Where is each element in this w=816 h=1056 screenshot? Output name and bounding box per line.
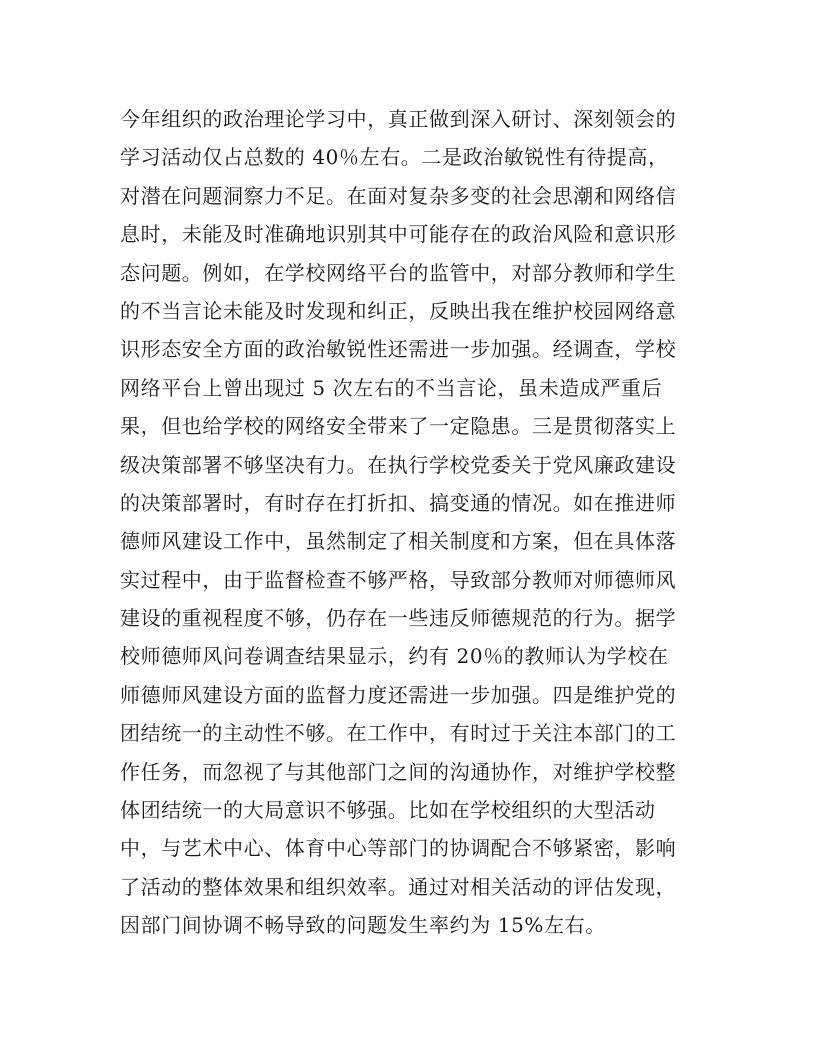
text-line-13: 实过程中，由于监督检查不够严格，导致部分教师对师德师风 — [120, 567, 677, 592]
text-line-15: 校师德师风问卷调查结果显示，约有 20％的教师认为学校在 — [120, 644, 669, 669]
text-line-4: 息时，未能及时准确地识别其中可能存在的政治风险和意识形 — [120, 222, 677, 247]
text-line-14: 建设的重视程度不够，仍存在一些违反师德规范的行为。据学 — [120, 606, 677, 631]
text-line-8: 网络平台上曾出现过 5 次左右的不当言论，虽未造成严重后 — [120, 375, 663, 400]
body-text — [120, 100, 700, 945]
text-line-16: 师德师风建设方面的监督力度还需进一步加强。四是维护党的 — [120, 682, 677, 707]
text-line-6: 的不当言论未能及时发现和纠正，反映出我在维护校园网络意 — [120, 298, 677, 323]
text-line-2: 学习活动仅占总数的 40％左右。二是政治敏锐性有待提高， — [120, 145, 669, 170]
text-line-9: 果，但也给学校的网络安全带来了一定隐患。三是贯彻落实上 — [120, 414, 677, 439]
text-line-19: 体团结统一的大局意识不够强。比如在学校组织的大型活动 — [120, 798, 656, 823]
text-line-21: 了活动的整体效果和组织效率。通过对相关活动的评估发现， — [120, 874, 677, 899]
text-line-10: 级决策部署不够坚决有力。在执行学校党委关于党风廉政建设 — [120, 452, 677, 477]
text-line-5: 态问题。例如，在学校网络平台的监管中，对部分教师和学生 — [120, 260, 677, 285]
text-line-1: 今年组织的政治理论学习中，真正做到深入研讨、深刻领会的 — [120, 107, 677, 131]
text-line-22: 因部门间协调不畅导致的问题发生率约为 15%左右。 — [120, 913, 606, 938]
text-line-11: 的决策部署时，有时存在打折扣、搞变通的情况。如在推进师 — [120, 490, 677, 515]
text-line-18: 作任务，而忽视了与其他部门之间的沟通协作，对维护学校整 — [120, 759, 677, 784]
text-line-12: 德师风建设工作中，虽然制定了相关制度和方案，但在具体落 — [120, 529, 677, 554]
text-line-17: 团结统一的主动性不够。在工作中，有时过于关注本部门的工 — [120, 721, 677, 746]
text-line-3: 对潜在问题洞察力不足。在面对复杂多变的社会思潮和网络信 — [120, 183, 677, 208]
text-line-7: 识形态安全方面的政治敏锐性还需进一步加强。经调查，学校 — [120, 337, 677, 362]
text-line-20: 中，与艺术中心、体育中心等部门的协调配合不够紧密，影响 — [120, 836, 677, 861]
